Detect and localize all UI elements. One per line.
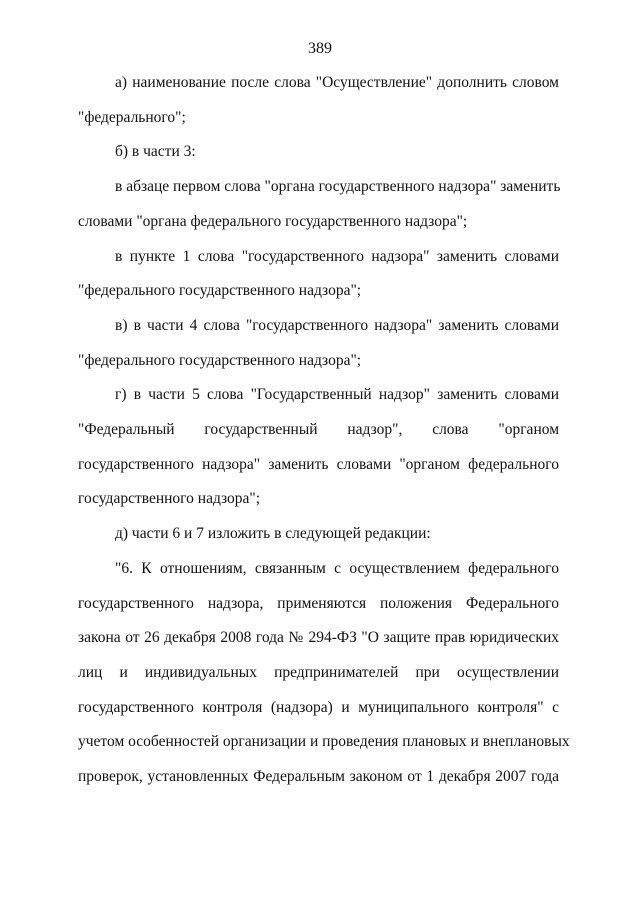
- text-line: государственного надзора" заменить словами "органом федерального: [78, 455, 559, 473]
- text-line: в абзаце первом слова "органа государственного надзора" заменить: [115, 178, 561, 196]
- text-line: "6. К отношениям, связанным с осуществлением федерального: [115, 559, 559, 577]
- text-line: учетом особенностей организации и проведения плановых и внеплановых: [78, 733, 570, 751]
- document-body: [78, 66, 570, 795]
- text-line: государственного надзора";: [78, 490, 261, 508]
- text-line: в) в части 4 слова "государственного надзора" заменить словами: [115, 316, 559, 334]
- text-line: проверок, установленных Федеральным законом от 1 декабря 2007 года: [78, 768, 559, 786]
- text-line: лиц и индивидуальных предпринимателей при осуществлении: [78, 663, 559, 681]
- paragraph-b-punkt: [78, 240, 559, 309]
- paragraph-b-abzac: [78, 170, 559, 239]
- paragraph-v: [78, 309, 559, 378]
- text-line: а) наименование после слова "Осуществление" дополнить словом: [115, 74, 559, 91]
- text-line: "Федеральный государственный надзор", слова "органом: [78, 421, 559, 439]
- text-line: "федерального государственного надзора";: [78, 282, 362, 300]
- text-line: словами "органа федерального государственного надзора";: [78, 212, 468, 230]
- text-line: государственного контроля (надзора) и муниципального контроля" с: [78, 698, 559, 716]
- text-line: в пункте 1 слова "государственного надзора" заменить словами: [115, 247, 559, 265]
- paragraph-d: [78, 517, 559, 552]
- page-number: 389: [308, 40, 332, 57]
- paragraph-a: [78, 66, 559, 135]
- text-line: закона от 26 декабря 2008 года № 294-ФЗ "О защите прав юридических: [78, 629, 559, 647]
- text-line: "федерального государственного надзора";: [78, 351, 362, 369]
- text-line: государственного надзора, применяются положения Федерального: [78, 594, 559, 612]
- text-line: "федерального";: [78, 108, 186, 126]
- paragraph-b: [78, 135, 559, 170]
- paragraph-quote-6: [78, 552, 570, 795]
- paragraph-g: [78, 378, 559, 517]
- text-line: д) части 6 и 7 изложить в следующей редакции:: [115, 525, 431, 543]
- text-line: б) в части 3:: [115, 143, 196, 161]
- text-line: г) в части 5 слова "Государственный надзор" заменить словами: [115, 386, 559, 404]
